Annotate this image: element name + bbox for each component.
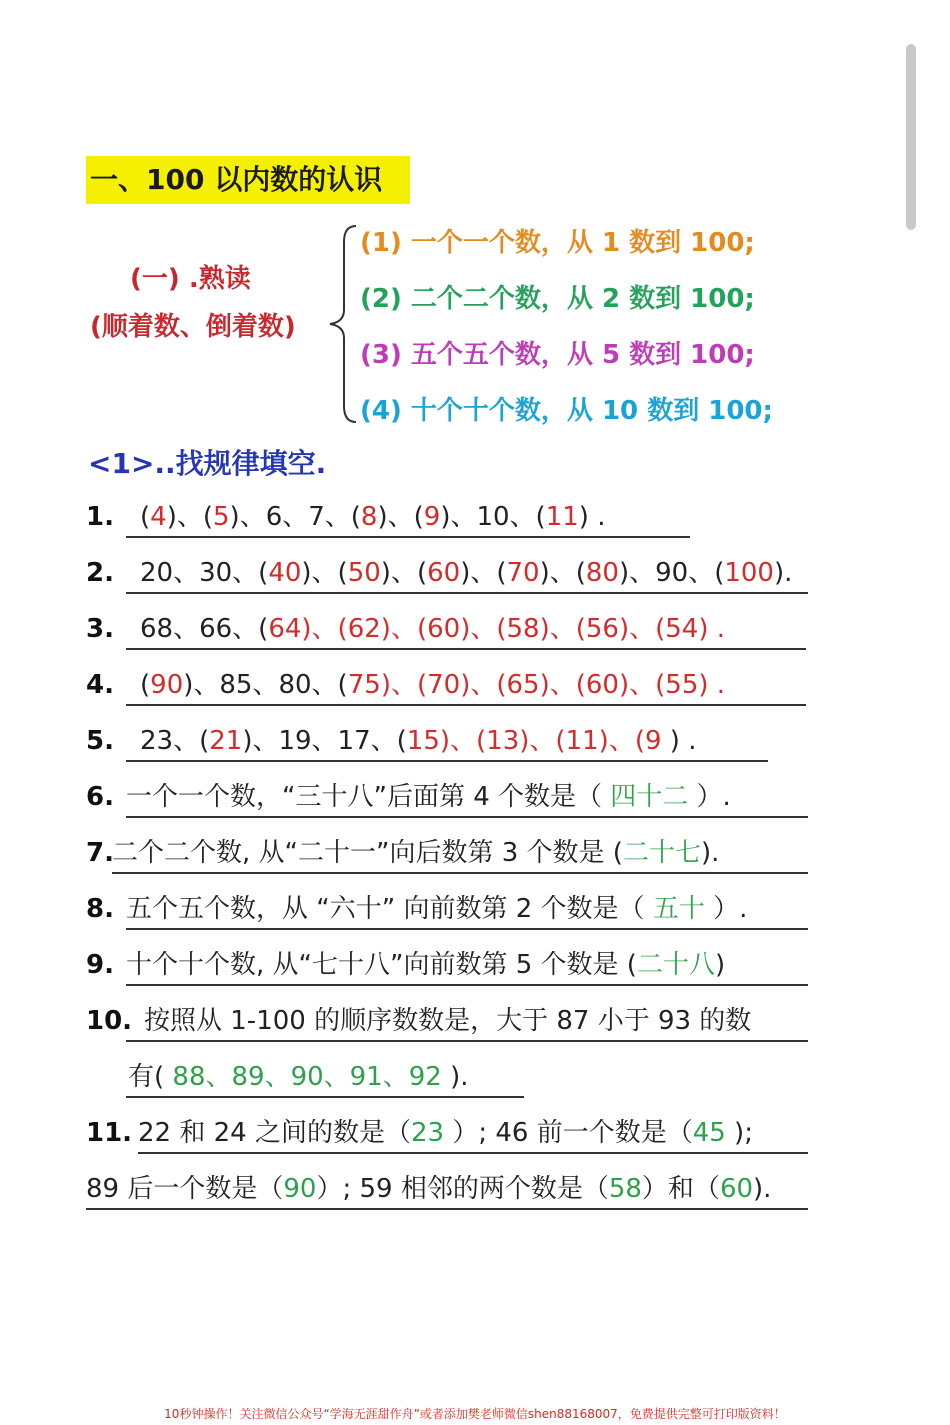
answer-underline bbox=[126, 816, 808, 818]
answer-red: 90 bbox=[150, 670, 184, 700]
answer-red: 62 bbox=[347, 614, 381, 644]
text-segment: 89 后一个数是（ bbox=[86, 1174, 284, 1204]
exercise-row bbox=[86, 946, 726, 984]
answer-red: )、( bbox=[380, 670, 428, 700]
text-segment: ( bbox=[140, 502, 151, 532]
text-segment: )、85、80、( bbox=[183, 670, 348, 700]
text-segment: )、( bbox=[539, 558, 586, 588]
answer-green: 58 bbox=[608, 1174, 642, 1204]
page-title: 一、100 以内数的认识 bbox=[86, 156, 410, 204]
text-segment: ）和（ bbox=[641, 1174, 720, 1204]
exercise-number: 10. bbox=[86, 1006, 133, 1036]
answer-underline bbox=[126, 704, 806, 706]
answer-red: 75 bbox=[347, 670, 381, 700]
exercise-text bbox=[140, 666, 725, 704]
section-heading: <1>..找规律填空. bbox=[88, 447, 327, 480]
answer-red: 55 bbox=[665, 670, 699, 700]
text-segment: ）. bbox=[688, 782, 731, 812]
answer-red: )、( bbox=[460, 614, 507, 644]
text-segment: ）. bbox=[704, 894, 748, 924]
reading-item-3: (3) 五个五个数，从 5 数到 100; bbox=[360, 340, 755, 370]
text-segment: 一个一个数，“三十八”后面第 4 个数是（ bbox=[126, 782, 611, 812]
exercise-text bbox=[128, 1058, 469, 1096]
answer-red: )、( bbox=[598, 726, 645, 756]
answer-red: 70 bbox=[427, 670, 461, 700]
answer-green: 45 bbox=[692, 1118, 726, 1148]
text-segment: 20、30、( bbox=[140, 558, 269, 588]
answer-green: 二十八 bbox=[636, 950, 715, 980]
answer-red: )、( bbox=[618, 614, 666, 644]
exercise-row bbox=[86, 666, 726, 704]
exercise-text bbox=[140, 722, 696, 760]
answer-red: ) . bbox=[698, 670, 726, 700]
exercise-number: 1. bbox=[86, 502, 114, 532]
text-segment: )、( bbox=[377, 502, 424, 532]
answer-red: 15 bbox=[406, 726, 440, 756]
text-segment: )、( bbox=[166, 502, 213, 532]
exercise-number: 11. bbox=[86, 1118, 133, 1148]
text-segment: ) . bbox=[661, 726, 697, 756]
text-segment: ). bbox=[700, 838, 720, 868]
text-segment: )、10、( bbox=[440, 502, 546, 532]
answer-green: 60 bbox=[719, 1174, 754, 1204]
answer-red: 21 bbox=[209, 726, 243, 756]
answer-red: )、( bbox=[519, 726, 566, 756]
exercise-row bbox=[86, 834, 720, 872]
answer-red: 5 bbox=[213, 502, 230, 532]
text-segment: )、6、7、( bbox=[229, 502, 361, 532]
exercise-row bbox=[86, 1002, 752, 1040]
answer-red: )、( bbox=[539, 670, 586, 700]
text-segment: ）; 59 相邻的两个数是（ bbox=[316, 1174, 609, 1204]
exercise-row bbox=[86, 610, 726, 648]
answer-red: 13 bbox=[486, 726, 520, 756]
answer-red: 8 bbox=[360, 502, 378, 532]
text-segment: 有( bbox=[128, 1062, 173, 1092]
exercise-number: 5. bbox=[86, 726, 114, 756]
reading-sublabel: (顺着数、倒着数) bbox=[90, 312, 296, 342]
answer-red: 58 bbox=[506, 614, 540, 644]
exercise-row bbox=[86, 554, 793, 592]
exercise-number: 8. bbox=[86, 894, 114, 924]
answer-green: 88、89、90、91、92 bbox=[172, 1062, 442, 1092]
answer-red: )、( bbox=[439, 726, 487, 756]
answer-red: 4 bbox=[150, 502, 167, 532]
exercise-row bbox=[86, 722, 697, 760]
exercise-row bbox=[86, 498, 606, 536]
answer-red: 9 bbox=[644, 726, 662, 756]
text-segment: ); bbox=[725, 1118, 753, 1148]
text-segment: ）; 46 前一个数是（ bbox=[444, 1118, 693, 1148]
answer-underline bbox=[126, 1096, 524, 1098]
exercise-text bbox=[140, 610, 725, 648]
answer-red: 60 bbox=[427, 614, 461, 644]
answer-underline bbox=[112, 872, 808, 874]
answer-red: )、( bbox=[539, 614, 586, 644]
answer-underline bbox=[126, 648, 806, 650]
text-segment: 十个十个数, 从“七十八”向前数第 5 个数是 ( bbox=[126, 950, 637, 980]
answer-red: 11 bbox=[545, 502, 579, 532]
text-segment: 五个五个数，从 “六十” 向前数第 2 个数是（ bbox=[126, 894, 653, 924]
text-segment: )、( bbox=[301, 558, 348, 588]
exercise-number: 6. bbox=[86, 782, 114, 812]
answer-red: 60 bbox=[585, 670, 619, 700]
text-segment: 23、( bbox=[140, 726, 210, 756]
answer-green: 23 bbox=[410, 1118, 445, 1148]
text-segment: 68、66、( bbox=[140, 614, 269, 644]
answer-red: 40 bbox=[268, 558, 302, 588]
reading-item-1: (1) 一个一个数，从 1 数到 100; bbox=[360, 228, 755, 258]
answer-red: 100 bbox=[724, 558, 774, 588]
text-segment: ) bbox=[714, 950, 726, 980]
answer-red: ) . bbox=[698, 614, 726, 644]
answer-red: 54 bbox=[665, 614, 699, 644]
brace-icon bbox=[322, 222, 362, 426]
text-segment: )、90、( bbox=[618, 558, 725, 588]
exercise-number: 2. bbox=[86, 558, 114, 588]
reading-label: (一) .熟读 bbox=[130, 264, 251, 294]
exercise-row bbox=[86, 1114, 753, 1152]
answer-underline bbox=[126, 760, 768, 762]
exercise-text bbox=[86, 1170, 771, 1208]
answer-underline bbox=[126, 592, 808, 594]
exercise-row bbox=[86, 778, 731, 816]
text-segment: ( bbox=[140, 670, 151, 700]
text-segment: ). bbox=[773, 558, 793, 588]
answer-red: 11 bbox=[565, 726, 599, 756]
answer-underline bbox=[126, 536, 690, 538]
answer-red: 65 bbox=[506, 670, 540, 700]
text-segment: 二个二个数, 从“二十一”向后数第 3 个数是 ( bbox=[112, 838, 623, 868]
exercise-text bbox=[138, 1114, 753, 1152]
exercise-number: 3. bbox=[86, 614, 114, 644]
answer-red: )、( bbox=[460, 670, 507, 700]
text-segment: )、( bbox=[380, 558, 428, 588]
exercise-text bbox=[140, 498, 605, 536]
exercise-text bbox=[126, 890, 747, 928]
answer-red: 70 bbox=[506, 558, 540, 588]
exercise-text bbox=[112, 834, 719, 872]
answer-red: 64 bbox=[268, 614, 302, 644]
reading-item-2: (2) 二个二个数，从 2 数到 100; bbox=[360, 284, 755, 314]
answer-red: )、( bbox=[618, 670, 666, 700]
answer-underline bbox=[138, 1152, 808, 1154]
answer-red: 60 bbox=[427, 558, 461, 588]
answer-underline bbox=[126, 984, 808, 986]
exercise-number: 9. bbox=[86, 950, 114, 980]
text-segment: )、( bbox=[460, 558, 507, 588]
answer-red: )、( bbox=[380, 614, 428, 644]
answer-underline bbox=[126, 928, 808, 930]
text-segment: ) . bbox=[578, 502, 606, 532]
answer-green: 五十 bbox=[652, 894, 705, 924]
exercise-number: 7. bbox=[86, 838, 114, 868]
answer-underline bbox=[126, 1040, 808, 1042]
answer-red: 9 bbox=[423, 502, 441, 532]
exercise-text bbox=[140, 554, 792, 592]
scrollbar[interactable] bbox=[906, 44, 916, 230]
text-segment: 按照从 1-100 的顺序数数是，大于 87 小于 93 的数 bbox=[144, 1006, 752, 1036]
exercise-text bbox=[144, 1002, 751, 1040]
answer-green: 90 bbox=[283, 1174, 317, 1204]
answer-green: 二十七 bbox=[622, 838, 701, 868]
exercise-row bbox=[86, 890, 748, 928]
exercise-number: 4. bbox=[86, 670, 114, 700]
text-segment: ). bbox=[753, 1174, 772, 1204]
answer-red: )、( bbox=[301, 614, 348, 644]
text-segment: ). bbox=[441, 1062, 469, 1092]
answer-red: 50 bbox=[347, 558, 381, 588]
exercise-text bbox=[126, 778, 731, 816]
exercise-text bbox=[126, 946, 725, 984]
text-segment: )、19、17、( bbox=[242, 726, 407, 756]
text-segment: 22 和 24 之间的数是（ bbox=[138, 1118, 411, 1148]
answer-red: 80 bbox=[585, 558, 619, 588]
answer-green: 四十二 bbox=[610, 782, 689, 812]
reading-item-4: (4) 十个十个数，从 10 数到 100; bbox=[360, 396, 773, 426]
answer-red: 56 bbox=[585, 614, 619, 644]
footer-note: 10秒钟操作！关注微信公众号“学海无涯甜作舟”或者添加樊老师微信shen88168007，免费提供完整可打印版资料！ bbox=[164, 1407, 786, 1421]
answer-underline bbox=[86, 1208, 808, 1210]
